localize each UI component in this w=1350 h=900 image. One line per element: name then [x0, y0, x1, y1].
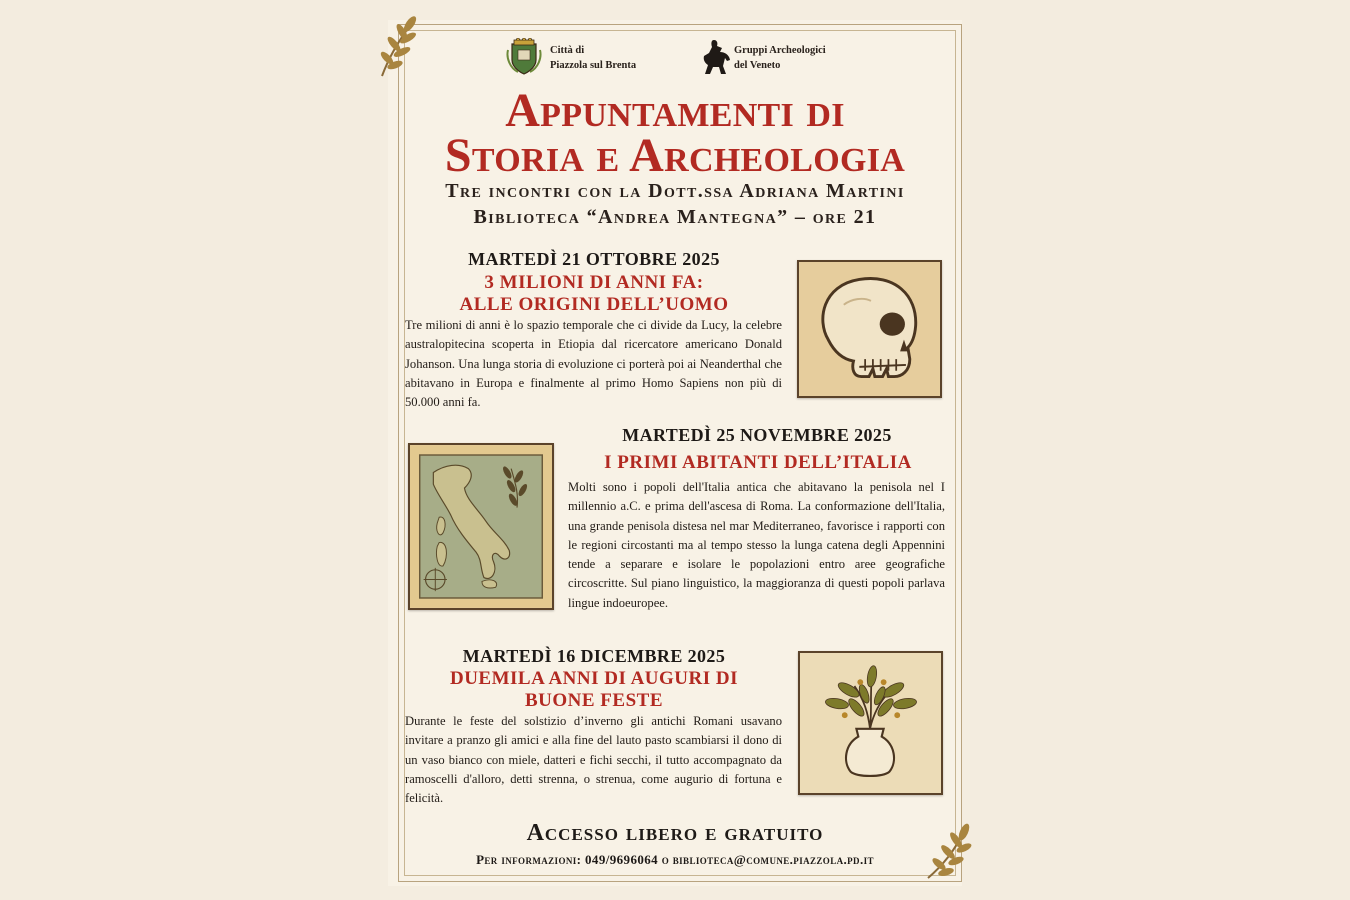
right-background: [970, 0, 1350, 900]
italy-map-icon: [410, 445, 552, 608]
poster-subtitle-line1: Tre incontri con la Dott.ssa Adriana Martini: [445, 180, 905, 202]
event-3-topic: DUEMILA ANNI DI AUGURI DI BUONE FESTE: [449, 668, 739, 711]
event-3-date: MARTEDÌ 16 DICEMBRE 2025: [462, 646, 726, 666]
event-3-description: Durante le feste del solstizio d’inverno gli antichi Romani usavano invitare a pranzo gli amici e alla fine del lauto pasto scambiarsi il dono di un vaso bianco con miele, datteri e fichi secchi, il tutto accompagnato da ramoscelli d'alloro, detti strenna, o strenua, come augurio di fortuna e felicità.: [405, 714, 782, 806]
event-2-date: MARTEDÌ 25 NOVEMBRE 2025: [622, 425, 892, 445]
event-2-topic: I PRIMI ABITANTI DELL’ITALIA: [604, 452, 912, 473]
skull-icon: [799, 262, 940, 396]
italy-map-image: [408, 443, 554, 610]
event-1-topic: 3 MILIONI DI ANNI FA: ALLE ORIGINI DELL’UOMO: [459, 272, 729, 315]
contact-info: Per informazioni: 049/9696064 o biblioteca@comune.piazzola.pd.it: [476, 852, 874, 867]
free-access-note: Accesso libero e gratuito: [526, 820, 824, 846]
left-background: [0, 0, 380, 900]
skull-image: [797, 260, 942, 398]
laurel-branch-top-icon: [374, 14, 424, 80]
event-2-description: Molti sono i popoli dell'Italia antica che abitavano la penisola nel I millennio a.C. e prima dell'ascesa di Roma. La conformazione dell'Italia, una grande penisola distesa nel mar Mediterraneo, favorisce i rapporti con le regioni circostanti ma al tempo stesso la lunga catena degli Appennini tende a separare e isolare le popolazioni entro aree geografiche circoscritte. Sul piano linguistico, la maggioranza di questi popoli parlava lingue indoeuropee.: [568, 480, 945, 610]
coat-of-arms-icon: [504, 38, 544, 78]
group-logo-text: Gruppi Archeologici del Veneto: [734, 45, 826, 71]
city-logo-text: Città di Piazzola sul Brenta: [550, 45, 637, 71]
horse-rider-icon: [700, 38, 734, 76]
poster-subtitle-line2: Biblioteca “Andrea Mantegna” – ore 21: [473, 206, 877, 228]
event-1-date: MARTEDÌ 21 OTTOBRE 2025: [468, 249, 720, 269]
poster-title-line2: Storia e Archeologia: [444, 129, 906, 182]
vase-image: [798, 651, 943, 795]
poster-title-line1: Appuntamenti di: [505, 84, 845, 137]
event-1-description: Tre milioni di anni è lo spazio temporale che ci divide da Lucy, la celebre australopitecina scoperta in Etiopia dal ricercatore americano Donald Johanson. Una lunga storia di evoluzione ci porterà poi ai Neanderthal che abitavano in Europa e finalmente al primo Homo Sapiens non più di 50.000 anni fa.: [405, 318, 782, 410]
vase-branch-icon: [800, 653, 941, 793]
